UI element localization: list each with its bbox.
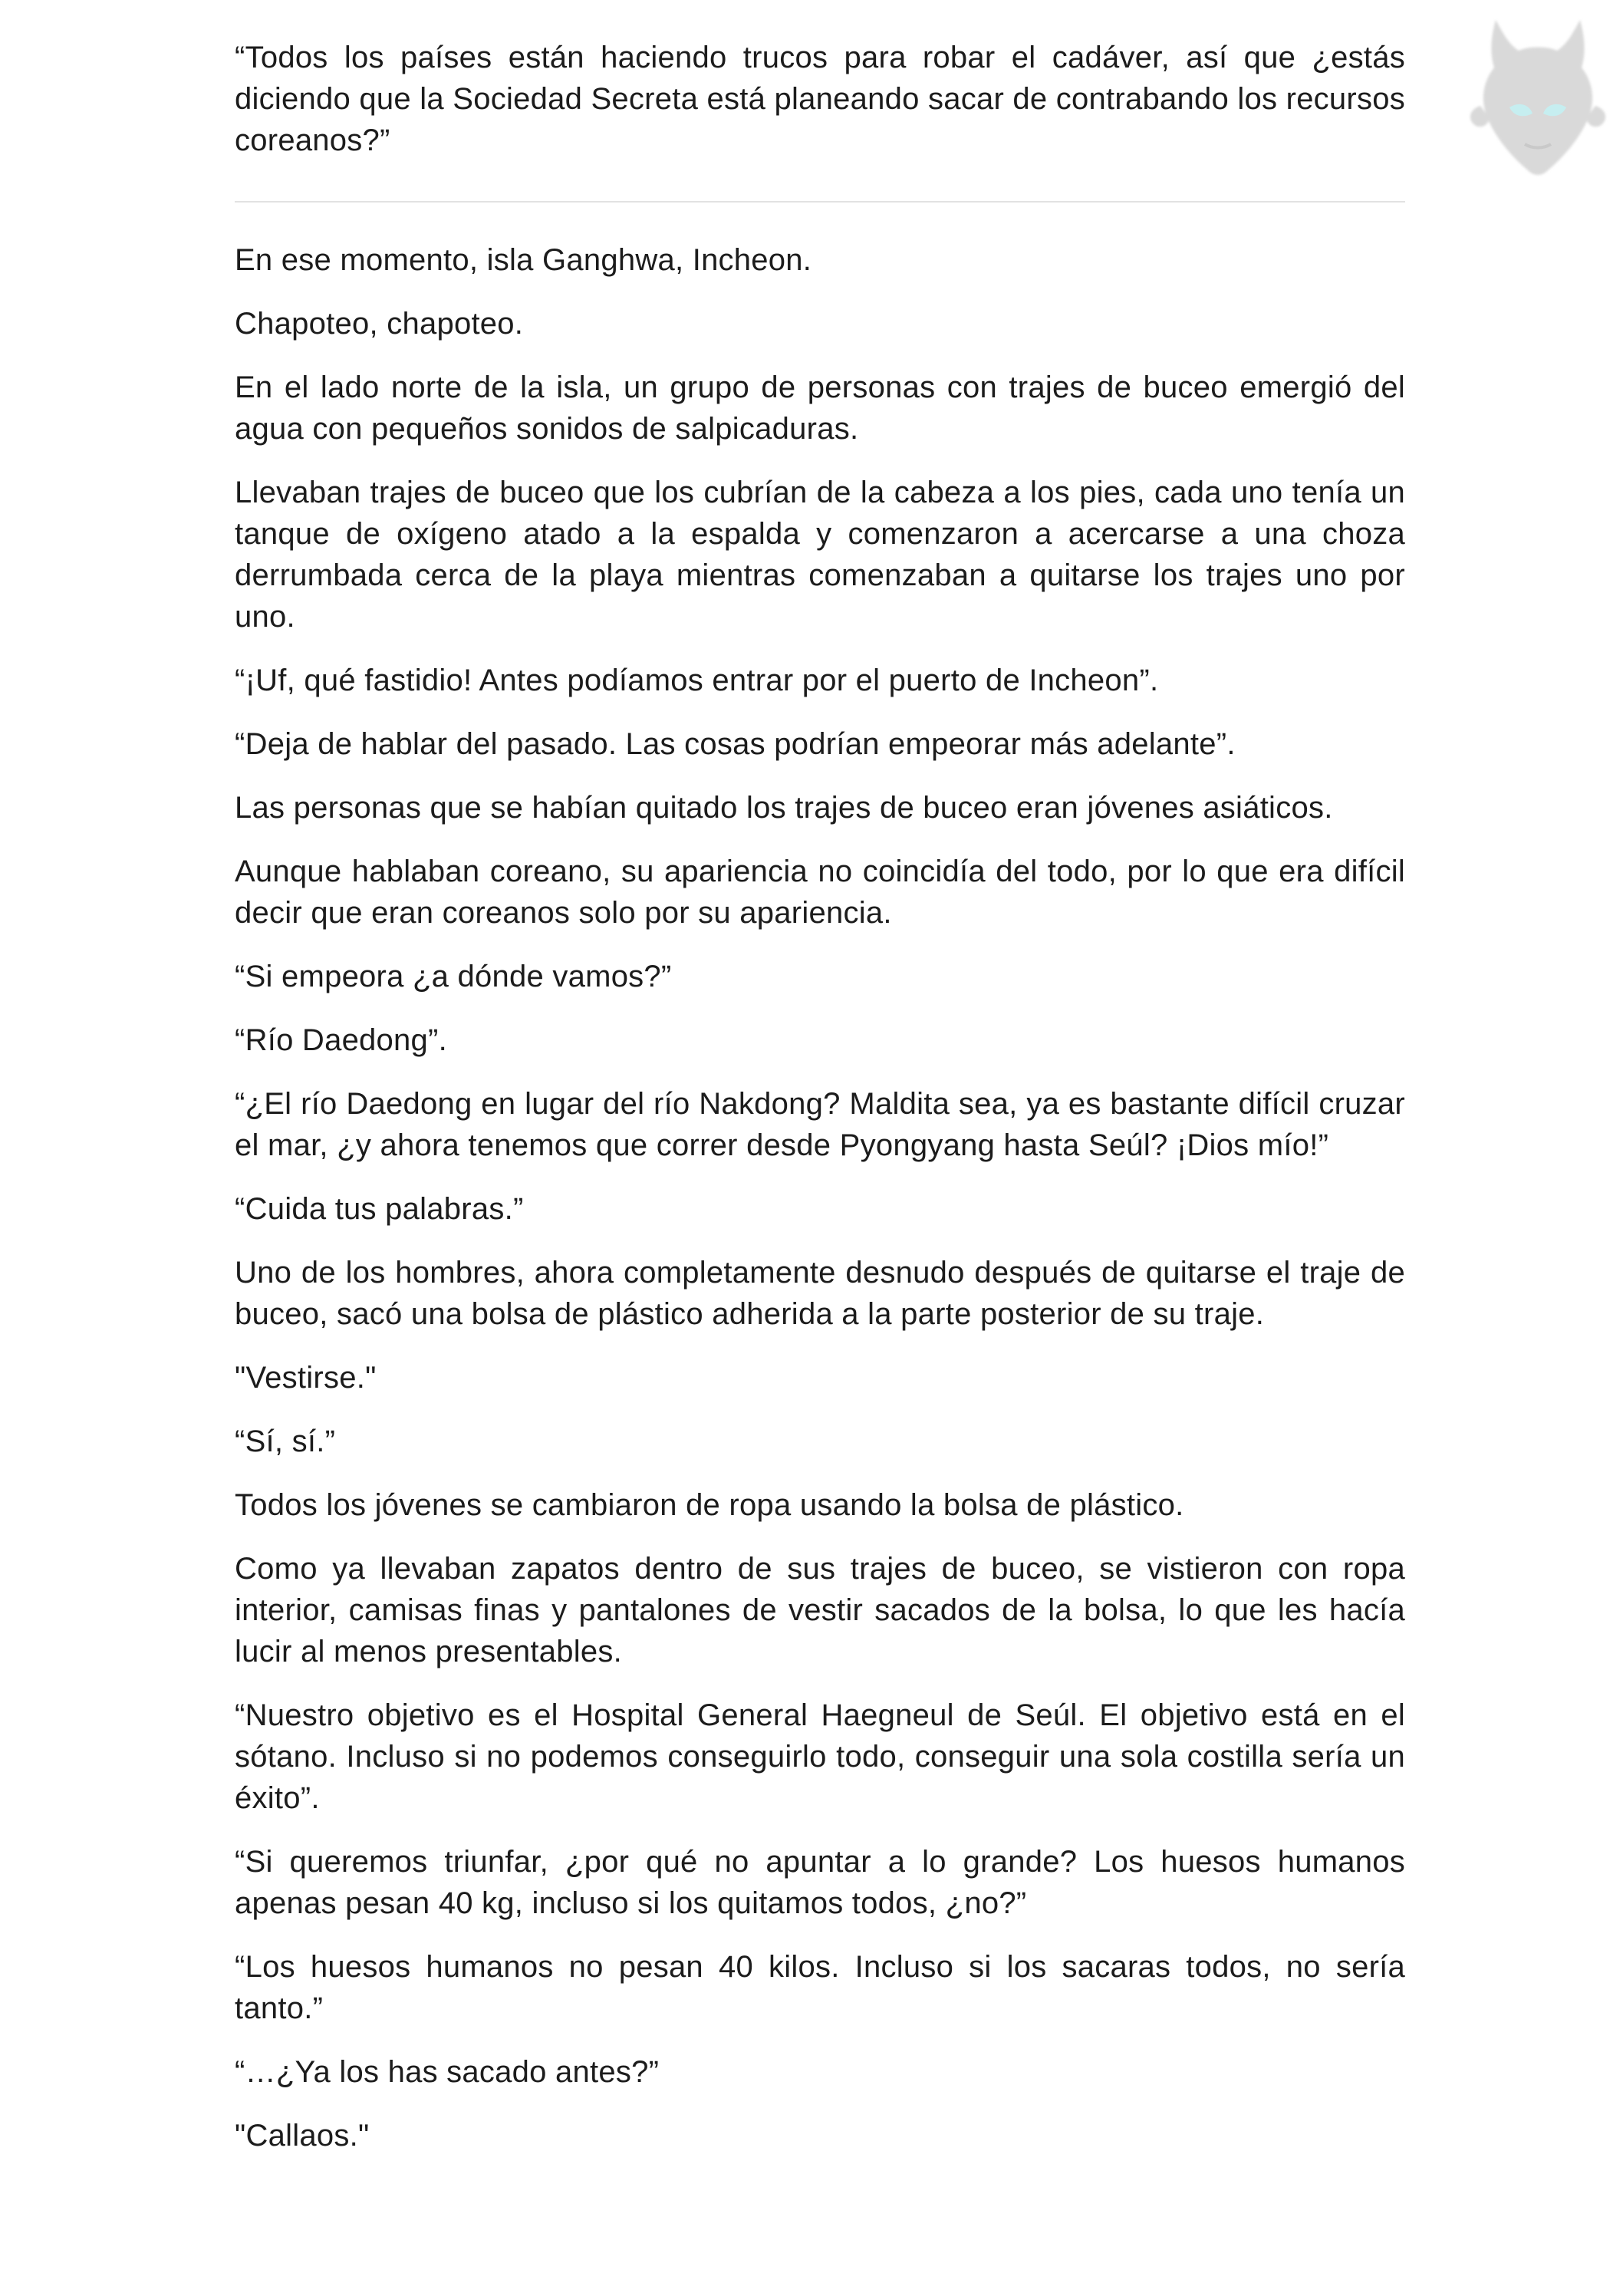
body-section	[235, 239, 1405, 2156]
paragraph: Aunque hablaban coreano, su apariencia no coincidía del todo, por lo que era difícil decir que eran coreanos solo por su apariencia.	[235, 855, 1405, 930]
paragraph: Las personas que se habían quitado los trajes de buceo eran jóvenes asiáticos.	[235, 791, 1333, 825]
paragraph: Llevaban trajes de buceo que los cubrían de la cabeza a los pies, cada uno tenía un tanque de oxígeno atado a la espalda y comenzaron a acercarse a una choza derrumbada cerca de la playa mientras comenzaban a quitarse los trajes uno por uno.	[235, 476, 1405, 634]
paragraph: “Los huesos humanos no pesan 40 kilos. Incluso si los sacaras todos, no sería tanto.”	[235, 1950, 1405, 2025]
paragraph: “Deja de hablar del pasado. Las cosas podrían empeorar más adelante”.	[235, 727, 1236, 761]
demon-head-logo-icon	[1465, 14, 1611, 190]
paragraph: Uno de los hombres, ahora completamente desnudo después de quitarse el traje de buceo, sacó una bolsa de plástico adherida a la parte posterior de su traje.	[235, 1256, 1405, 1331]
paragraph: “Cuida tus palabras.”	[235, 1192, 524, 1226]
paragraph: “Si queremos triunfar, ¿por qué no apuntar a lo grande? Los huesos humanos apenas pesan 40 kg, incluso si los quitamos todos, ¿no?”	[235, 1845, 1405, 1920]
section-divider	[235, 201, 1405, 203]
paragraph: “Nuestro objetivo es el Hospital General Haegneul de Seúl. El objetivo está en el sótano. Incluso si no podemos conseguirlo todo, conseguir una sola costilla sería un éxito”.	[235, 1698, 1405, 1815]
paragraph: Chapoteo, chapoteo.	[235, 307, 524, 341]
intro-section	[235, 37, 1405, 161]
paragraph: “…¿Ya los has sacado antes?”	[235, 2055, 660, 2089]
intro-paragraph: “Todos los países están haciendo trucos para robar el cadáver, así que ¿estás diciendo que la Sociedad Secreta está planeando sacar de contrabando los recursos coreanos?”	[235, 41, 1405, 157]
paragraph: “Río Daedong”.	[235, 1023, 447, 1057]
paragraph: Como ya llevaban zapatos dentro de sus trajes de buceo, se vistieron con ropa interior, camisas finas y pantalones de vestir sacados de la bolsa, lo que les hacía lucir al menos presentables.	[235, 1552, 1405, 1668]
paragraph: “¡Uf, qué fastidio! Antes podíamos entrar por el puerto de Incheon”.	[235, 664, 1159, 697]
paragraph: “Sí, sí.”	[235, 1425, 336, 1458]
paragraph: En el lado norte de la isla, un grupo de personas con trajes de buceo emergió del agua con pequeños sonidos de salpicaduras.	[235, 371, 1405, 446]
paragraph: En ese momento, isla Ganghwa, Incheon.	[235, 243, 812, 277]
paragraph: “¿El río Daedong en lugar del río Nakdong? Maldita sea, ya es bastante difícil cruzar el mar, ¿y ahora tenemos que correr desde Pyongyang hasta Seúl? ¡Dios mío!”	[235, 1087, 1405, 1162]
document-page	[235, 37, 1405, 2179]
paragraph: “Si empeora ¿a dónde vamos?”	[235, 960, 672, 993]
paragraph: Todos los jóvenes se cambiaron de ropa usando la bolsa de plástico.	[235, 1488, 1184, 1522]
paragraph: "Vestirse."	[235, 1361, 377, 1395]
paragraph: "Callaos."	[235, 2119, 370, 2153]
